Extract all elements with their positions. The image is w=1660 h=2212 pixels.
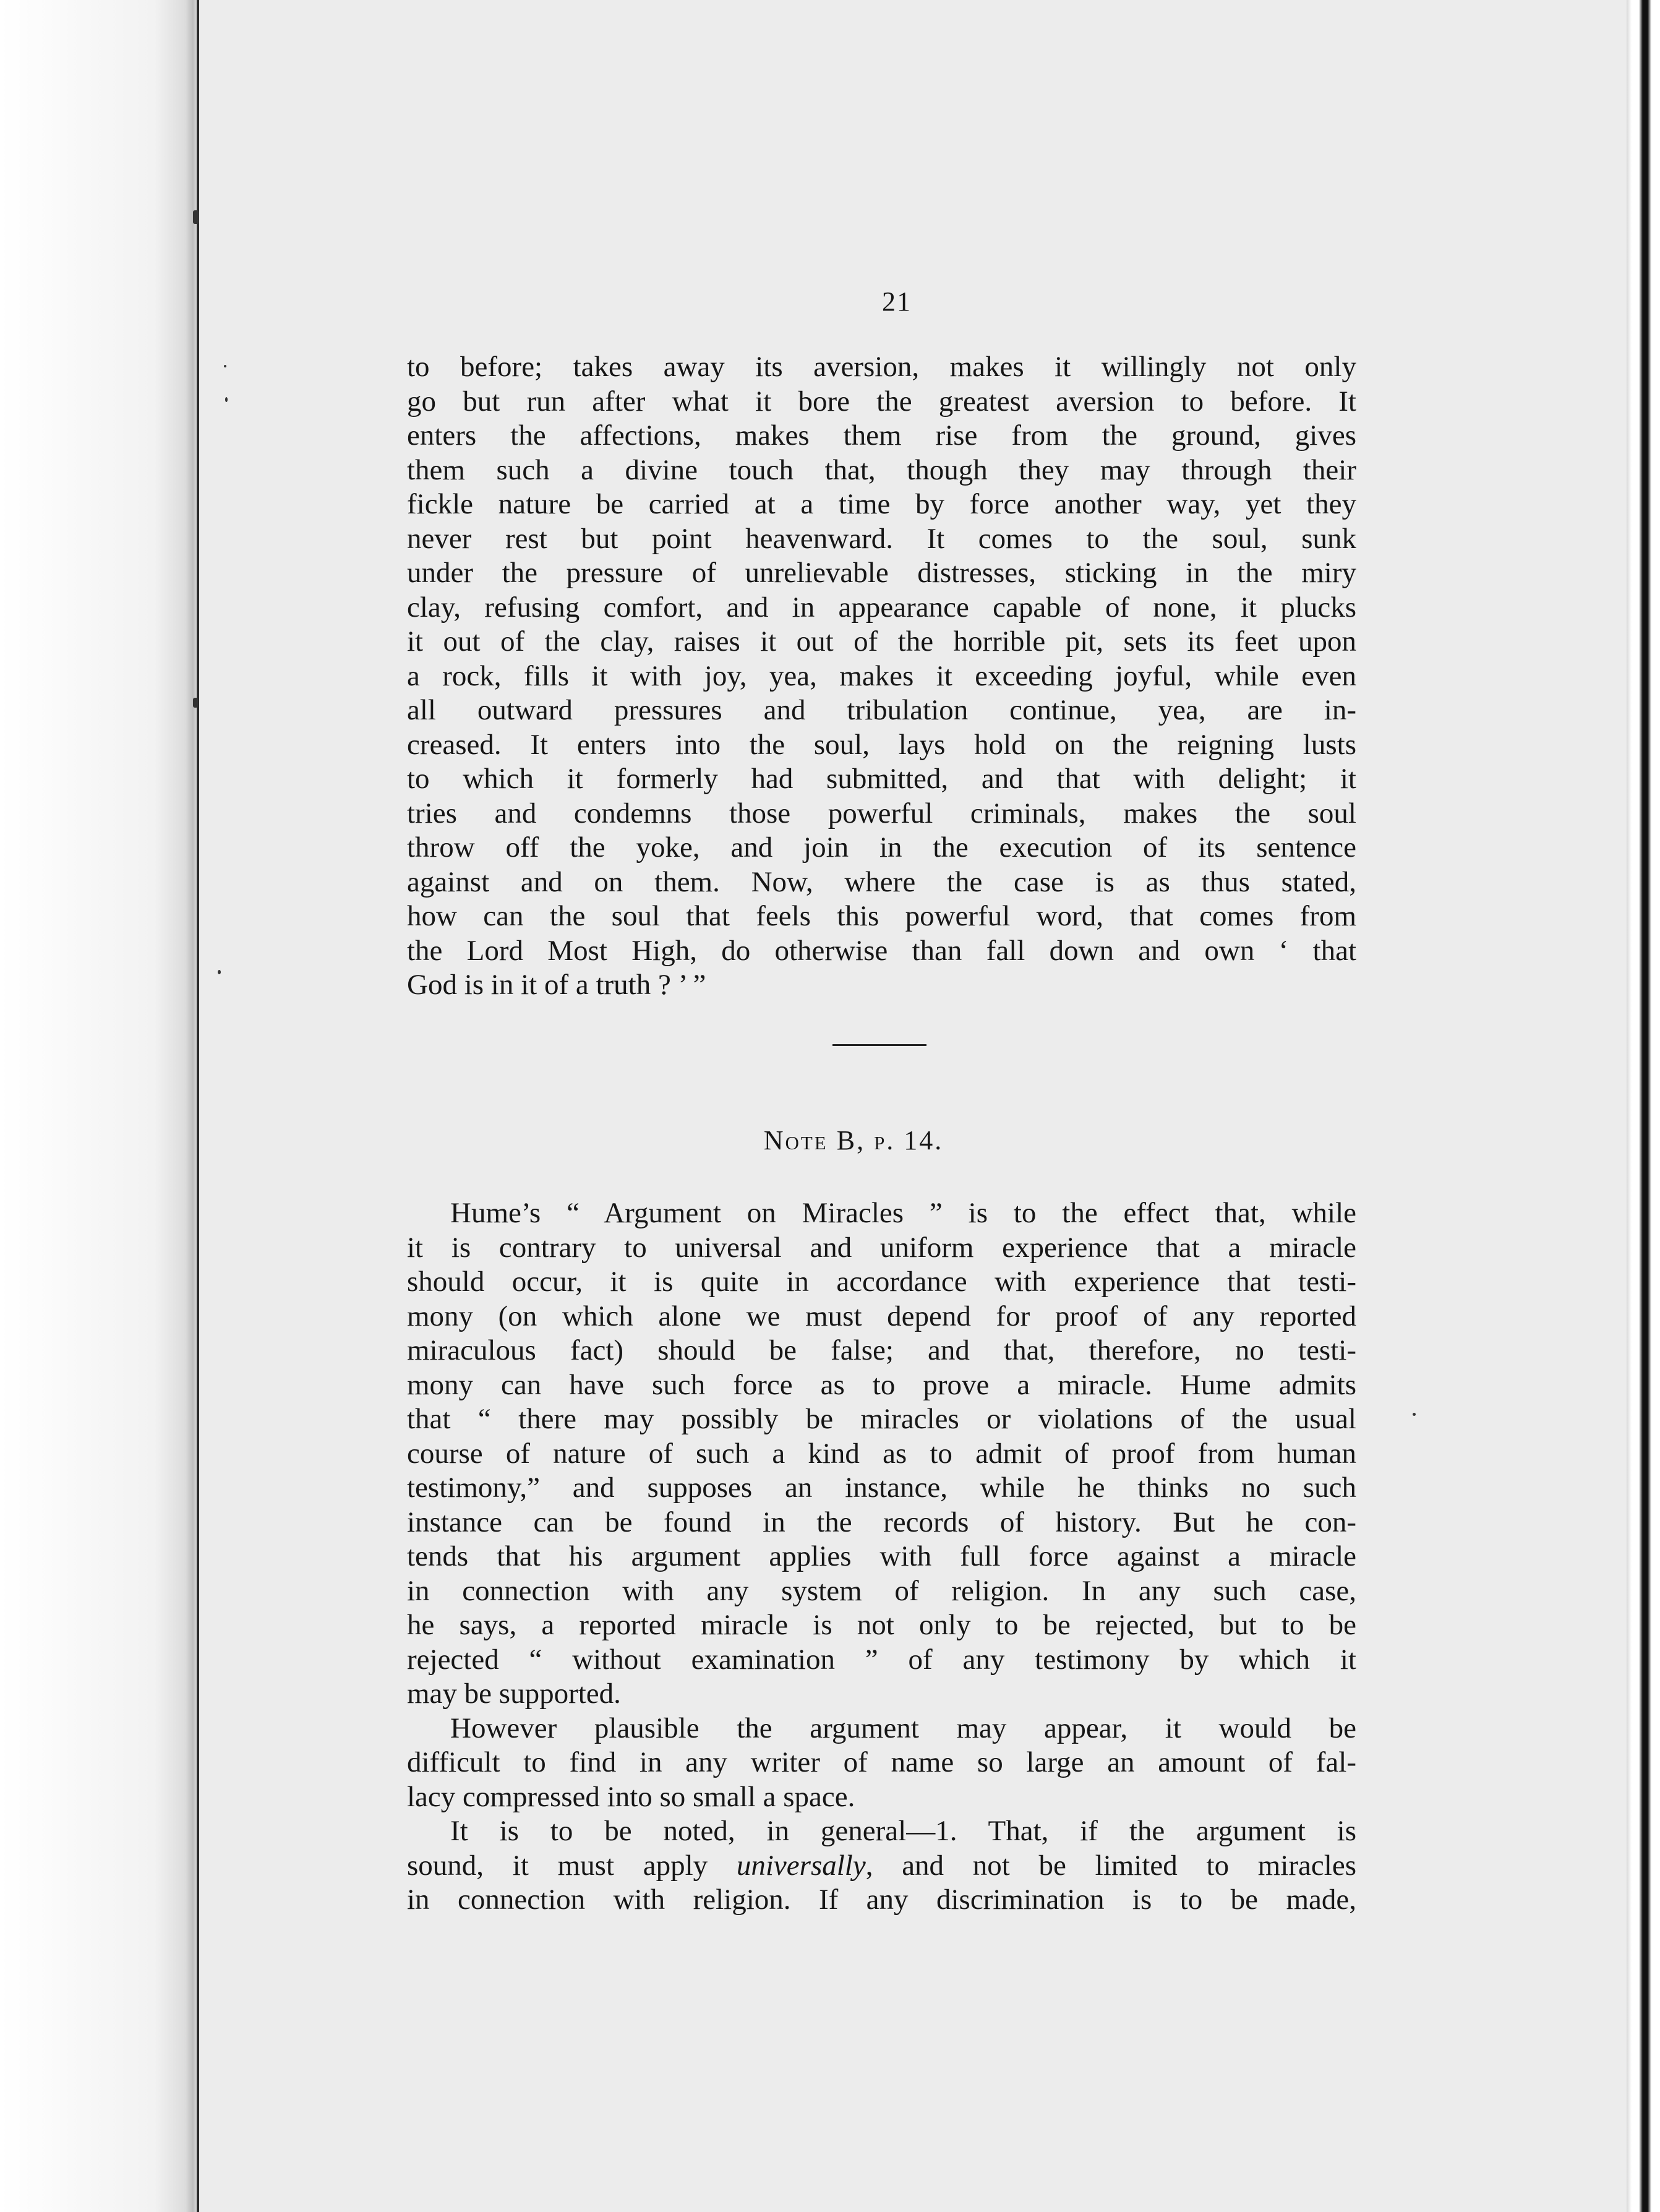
- text-line: God is in it of a truth ? ’ ”: [407, 969, 706, 1001]
- text-line: mony can have such force as to prove a miracle. Hume admits: [407, 1368, 1356, 1401]
- text-line: instance can be found in the records of history. But he con-: [407, 1506, 1356, 1538]
- text-line: to before; takes away its aversion, makes it willingly not only: [407, 351, 1356, 383]
- text-segment: , and not be limited to miracles: [865, 1849, 1356, 1882]
- scan-speck: [218, 970, 221, 974]
- continued-quotation: [407, 350, 1356, 1003]
- page-number: 21: [882, 286, 912, 317]
- text-line: fickle nature be carried at a time by force another way, yet they: [407, 488, 1356, 520]
- text-segment: sound, it must apply: [407, 1849, 737, 1882]
- text-line: However plausible the argument may appear, it would be: [450, 1712, 1356, 1744]
- text-line: should occur, it is quite in accordance with experience that testi-: [407, 1266, 1356, 1298]
- text-line: rejected “ without examination ” of any testimony by which it: [407, 1643, 1356, 1676]
- scan-speck: [193, 698, 198, 708]
- scan-right-edge: [1627, 0, 1660, 2212]
- text-line: how can the soul that feels this powerful word, that comes from: [407, 900, 1356, 932]
- scan-speck: [1413, 1413, 1416, 1416]
- text-line: a rock, fills it with joy, yea, makes it exceeding joyful, while even: [407, 659, 1356, 692]
- text-line: that “ there may possibly be miracles or violations of the usual: [407, 1403, 1356, 1435]
- scan-left-margin: [0, 0, 197, 2212]
- text-line: miraculous fact) should be false; and that, therefore, no testi-: [407, 1334, 1356, 1366]
- text-line: mony (on which alone we must depend for proof of any reported: [407, 1300, 1356, 1332]
- text-line: under the pressure of unrelievable distresses, sticking in the miry: [407, 557, 1356, 589]
- scan-speck: [193, 210, 199, 224]
- text-line: tends that his argument applies with full force against a miracle: [407, 1540, 1356, 1572]
- text-line: It is to be noted, in general—1. That, if the argument is: [450, 1815, 1356, 1847]
- text-line: them such a divine touch that, though they may through their: [407, 453, 1356, 486]
- text-line: in connection with religion. If any discrimination is to be made,: [407, 1884, 1356, 1916]
- scan-speck: [224, 365, 226, 367]
- text-line: it out of the clay, raises it out of the horrible pit, sets its feet upon: [407, 625, 1356, 658]
- text-line: enters the affections, makes them rise from the ground, gives: [407, 419, 1356, 452]
- note-body: [407, 1196, 1356, 1918]
- scan-speck: [225, 397, 228, 402]
- text-line: course of nature of such a kind as to admit of proof from human: [407, 1437, 1356, 1470]
- text-line-with-emphasis: [407, 1849, 1356, 1884]
- text-line: all outward pressures and tribulation continue, yea, are in-: [407, 694, 1356, 726]
- text-line: in connection with any system of religion. In any such case,: [407, 1574, 1356, 1607]
- text-line: may be supported.: [407, 1678, 621, 1710]
- text-line: go but run after what it bore the greatest aversion to before. It: [407, 385, 1356, 418]
- text-line: never rest but point heavenward. It comes to the soul, sunk: [407, 522, 1356, 555]
- text-line: lacy compressed into so small a space.: [407, 1780, 855, 1813]
- text-line: Hume’s “ Argument on Miracles ” is to the effect that, while: [450, 1197, 1356, 1229]
- text-line: to which it formerly had submitted, and that with delight; it: [407, 763, 1356, 795]
- text-line: the Lord Most High, do otherwise than fall down and own ‘ that: [407, 934, 1356, 967]
- emphasized-word: universally: [736, 1849, 866, 1882]
- text-line: against and on them. Now, where the case is as thus stated,: [407, 865, 1356, 898]
- text-line: creased. It enters into the soul, lays hold on the reigning lusts: [407, 728, 1356, 761]
- note-heading: [680, 1125, 1027, 1156]
- text-line: testimony,” and supposes an instance, while he thinks no such: [407, 1472, 1356, 1504]
- text-line: throw off the yoke, and join in the execution of its sentence: [407, 831, 1356, 864]
- text-line: it is contrary to universal and uniform experience that a miracle: [407, 1231, 1356, 1264]
- text-line: clay, refusing comfort, and in appearance capable of none, it plucks: [407, 591, 1356, 624]
- text-line: he says, a reported miracle is not only to be rejected, but to be: [407, 1609, 1356, 1641]
- note-heading-text: Note B, p. 14.: [763, 1125, 944, 1155]
- text-line: tries and condemns those powerful criminals, makes the soul: [407, 797, 1356, 830]
- text-line: difficult to find in any writer of name so large an amount of fal-: [407, 1746, 1356, 1778]
- section-divider: [832, 1044, 926, 1046]
